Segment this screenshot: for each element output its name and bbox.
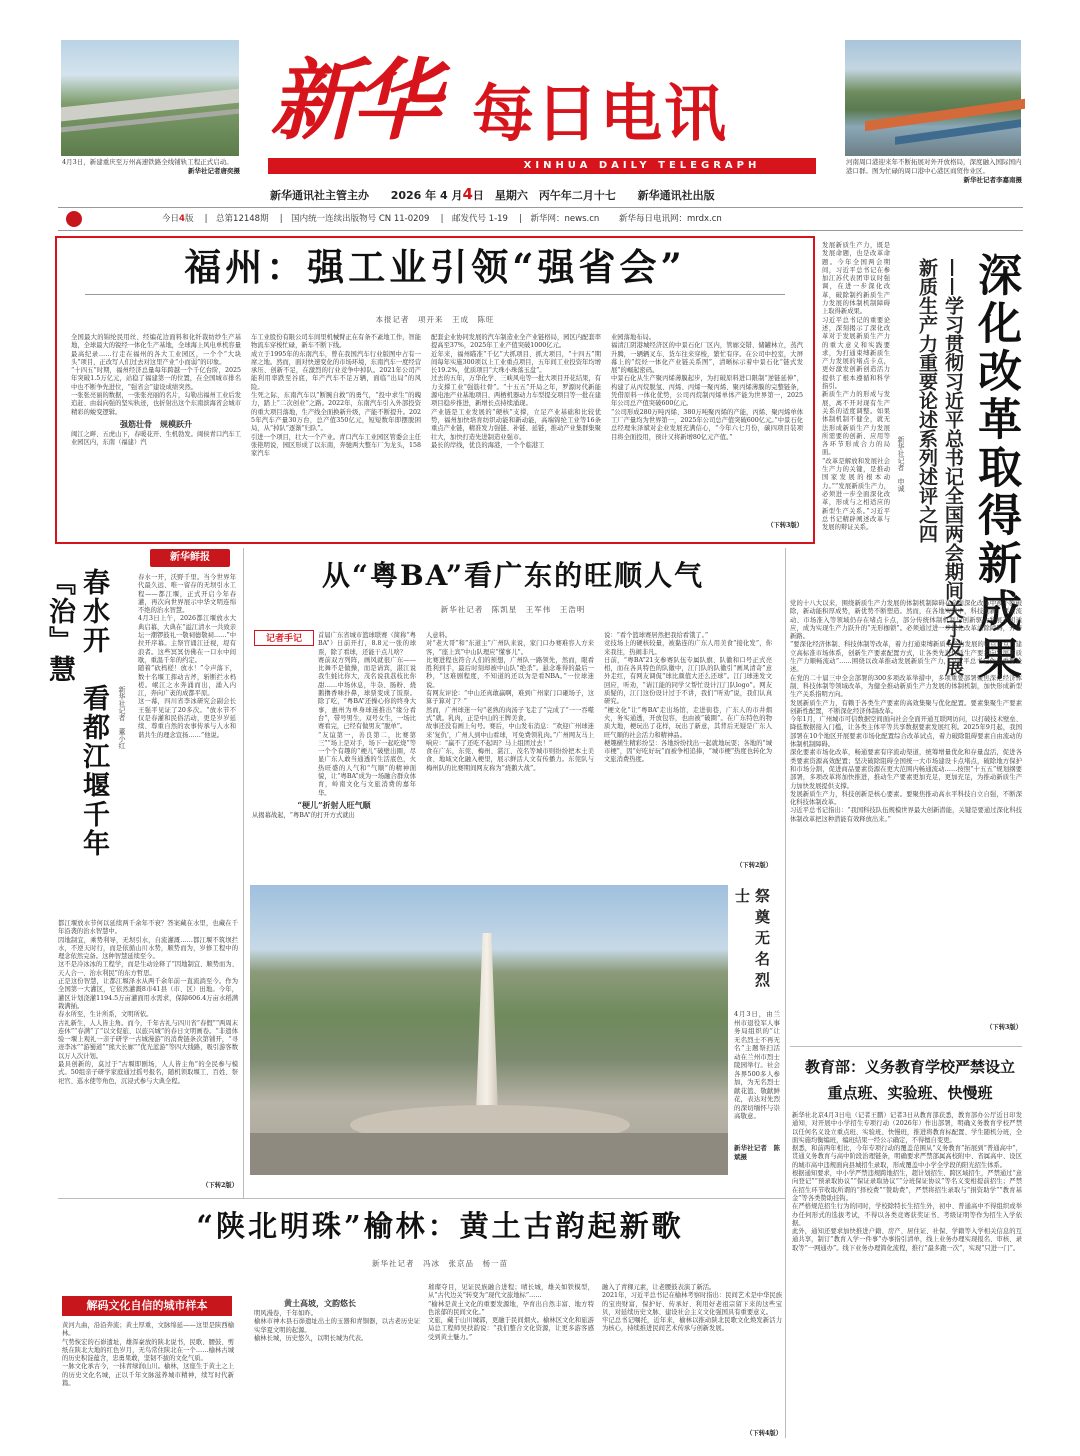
lead-title: 福州：强工业引领“强省会” [184, 245, 686, 289]
gd-title: 从“粤BA”看广东的旺顺人气 [321, 559, 705, 592]
spring-title: 春水开 看都江堰千年『治』慧 [44, 568, 109, 858]
gd-subhead: “梗儿”折射人旺气顺 [297, 799, 371, 810]
lead-col1b-text: 闽江之畔、五虎山下，春暖花开、生机勃发。闽侯青口汽车工业园区内，东南（福建）汽 [71, 430, 242, 447]
shaanxi-subhead: 黄土高坡，文韵悠长 [284, 1298, 356, 1308]
commentary-next-page: （下转3版） [986, 1024, 1022, 1031]
lead-column-4 [611, 334, 803, 540]
gd-col1b-text: 从揭幕战起，“粤BA”的打开方式就出 [252, 811, 355, 819]
spring-more-column [58, 920, 238, 1196]
website-news[interactable]: 新华网：news.cn [530, 214, 600, 224]
spring-author: 新华社记者 董小红 [118, 686, 126, 749]
spring-next-page: （下转2版） [202, 1182, 238, 1189]
shaanxi-column-2 [254, 1296, 420, 1444]
commentary-subtitle: ——学习贯彻习近平总书记全国两会期间关于发展新质生产力重要论述系列述评之四 [916, 258, 964, 676]
memorial-caption [734, 1010, 780, 1176]
divider-horizontal-edu [790, 1046, 1022, 1047]
shaanxi-column-4 [602, 1284, 782, 1444]
monument-shape [476, 933, 498, 1113]
masthead-left-photo [61, 40, 239, 156]
spring-more-text: 都江堰放水节何以延续两千余年不衰？答案藏在水里，也藏在千年沿袭的治水智慧中。 因地制宜，乘势利导，无坝引水，自流灌溉……都江堰不筑坝拦水，不逆天时行，而是依循山川水势，顺势而为，岁修工程中的理念依然完备。这种智慧延续至今。 这不是冷冰冰的工程学，而是生动诠释了“因地制宜、顺势而为、天人合一、治水利民”的东方哲思。 正是这份智慧，让都江堰泽水从两千余年前一直流淌至今。作为全国第一大灌区，它依然灌溉8市41县（市、区）田地。今年，灌区计划浇灌1194.5万亩灌面用水需求，保障606.4万亩水稻满栽满插。 春水所至，生计所系，文明所依。 古礼新生，人人皆主角。而今，千年古礼与四川省“春假”“两周末连休”“春满”了“以文促旅、以旅兴城”的春日文明画卷。“非遗体验一堰上观礼一亲子研学一古城漫游”的消费链条次第铺开，“寻迹李冰”“游蜀道”“熊大长廊”“优光蓝游”等四大线路，吸引游客数以万人次计划。 最具创新的，莫过于“古堰即剧场，人人皆主角”的全民参与模式。50组亲子研学家庭通过摇号报名，随机领取堰工、百姓、祭祀官、巡水使等角色，沉浸式参与大典全程。 [58, 920, 238, 1085]
gd-col3-text: 说：“看个篮球赛居然把我给看饿了。” 竞技场上的硬核较量，被黏连的广东人用美食“接化发”，你来我往，热闹非凡。 日前，“粤BA”21支参赛队伍专属队旗、队徽和口号正式亮相，而在各具特色的队徽中，江门队的队徽引“画风清奇”意外走红，有网友调侃“球比颜值大还么还球”。江门球迷发文回应，听劝，“请江能的同学父帮忙设计江门队logo”。网友质疑的，江门这份设计过于不讲，我们“听劝”说，我们认真研究。 “梗文化”让“粤BA”走出场馆，走进街巷，广东人的市井烟火，务实通透，开放包容，也由被“破圈”。在广东特色的物质大地，梗玩出了花样，玩出了新意，其背后无疑是广东人旺气顺的社会活力和精神品。 梗趣横生精彩纷呈：各地纷纷找出一起就地玩耍；各地的“城市梗”，因“好吃好玩”而被争相追捧，“城市梗”热度也转化为文旅消费热度。 [604, 632, 772, 764]
memorial-credit: 新华社记者 陈斌摄 [734, 1144, 780, 1161]
divider-vertical-right [785, 548, 786, 1438]
lead-title-rule [85, 294, 785, 295]
lead-subhead: 强筋壮骨 规模跃升 [120, 418, 192, 429]
lead-col4-text: 业园落地布局。 福清江阴港城经济区的中景石化厂区内，管廊交错、储罐林立，蒸汽升腾，一辆辆叉车、货车往来穿梭，繁忙有序。在公司中控室，大屏幕上的“烷烃一体化产业链关系图”，清晰标示着中景石化“链式发展”的崛起密码。 中景石化从生产聚丙烯薄膜起步，为打破原料进口限制“逆链延伸”，构建了从丙烷脱氢、丙烯、丙烯一聚丙烯、聚丙烯薄膜的完整链条，凭借原料一体化优势，公司丙烷制丙烯单体产能为世界第一，2025年公司总产值突破600亿元。 “公司形成280万吨丙烯、380万吨聚丙烯的产能，丙烯、聚丙烯单体工厂产量均为世界第一，2025年公司总产值突破600亿元。”中景石化总经理朱泽斌对企业发展充满信心，“今年六七月份，碳四项目装项目将全面投用，预计又将新增80亿元产值。” [611, 334, 803, 441]
masthead-right-caption: 河南周口港迎来年不断拓展对外开放格局，深度融入国际国内港口群。图为忙碌的周口港中心港区商贸作业区。 新华社记者李嘉南摄 [846, 158, 1022, 184]
memorial-title: 祭奠无名烈士 [733, 888, 771, 993]
xinhua-emblem-icon [66, 211, 82, 227]
commentary-col-b-text: 党的十八大以来，围绕新质生产力发展的体制机制障碍在全面深化改革中被不断破除，新动能积厚成势，新优势不断塑造。然而，在各地实践中，科技创新、要素流动、市场准入等领域仍存在堵点卡点，部分传统体制机制与创新驱动发展不相适应，成为实现生产力跃升的“无形枷锁”。必须通过进一步深化改革清除障碍，开辟新路。 “要深化经济体制、科技体制等改革，着力打通束缚新质生产力发展的堵点卡点”“建立高标准市场体系，创新生产要素配置方式，让各类先进优质生产要素向发展新质生产力顺畅流动”……围绕以改革推动发展新质生产力，习近平总书记作出重要论述。 在党的二十届三中全会部署的300多项改革举措中，多项重要部署聚焦深化经济体制、科技体制等领域改革，为健全推动新质生产力发展的体制机制，加快形成新型生产关系指明方向。 发展新质生产力，有赖于各类生产要素的高效集聚与优化配置。要素集聚生产要素创新性配置，不断深化经济体制改革。 今年1月，广州城市可信数据空间面向社会全面开通互联网访问，以打破技术壁垒、降低数据接入门槛，让各类主体平等共享数据要素发展红利。2025年9月起，我国部署在10个地区开展要素市场化配置综合改革试点，着力破除阻碍要素自由流动的体制机制障碍。 深化要素市场化改革，畅通要素有序流动渠道，统筹增量优化和存量盘活，促进各类要素资源高效配置；坚决破除阻碍全国统一大市场建设卡点堵点，破除地方保护和市场分割，促进商品要素资源在更大范围内畅通流动……按照“十五五”规划纲要部署，多项改革将加快推进，推动生产要素更加充足，更加充足，为推动新质生产力加快发展提供支撑。 发展新质生产力，科技创新是核心要素。要聚焦推动高水平科技自立自强，不断深化科技体制改革。 习近平总书记指出：“我国科技队伍规模世界最大创新潜能，关键是要通过深化科技体制改革把这种潜能有效释放出来。” [790, 600, 1022, 823]
fresh-report-tag: 新华鲜报 [150, 549, 230, 567]
cn-number: 国内统一连续出版物号 CN 11-0209 [291, 214, 430, 224]
sponsor-text: 新华通讯社主管主办 [270, 189, 369, 202]
divider-horizontal-bottom [58, 1198, 785, 1199]
shaanxi-column-3: 璀璨夺目，见证民族融合进程；晴长城，雄关如铁模型，从“古代边关”转变为“现代文旅地标”…… “榆林是黄土文化的重要发源地，孕育出自然丰富、地方特色浓郁的民间文化。” 文旅，藏于山川城郭，更融于民间烟火。榆林区文化和旅游局总工程师吴扶韵说：“我们整合文化资源，让更多游客感受到黄土魅力。” [428, 1284, 594, 1341]
masthead-right-photo [845, 40, 1021, 156]
gd-col1-text: 首届广东省城市篮球联赛（简称“粤BA”）日前开打，8.8元一张的球票，除了看球，还能干点儿啥？ 赛前双方列阵，画风就很广东——比舞不是做操，而是请宾，湛江说我生蚝比你大，茂名说我荔枝比你甜……中场休息，牛杂、肠粉、烧鹅撸香味扑鼻，球票变成了饭票。除了吃，“粤BA”还操心你的终身大事，惠州为单身球迷推出“缘分看台”，带号男生，双号女生，一场比赛看完，已经有做男友“脱单”。 “友谊第一，善良第二，比赛第三”“场上是对手，场下一起吃烧”等一个个有趣的“梗儿”破壁出圈，尽显广东人敢当通透的生活底色，火热旺盛的人气和“气顺”的精神面貌，让“粤BA”成为一场融合群众体育，岭南文化与文旅消费的嘉年华。 [318, 632, 416, 797]
date-day: 4 [462, 185, 473, 203]
logo-title-text: 每日电讯 [472, 77, 729, 150]
gd-column-2: 人意料。 对“老大哥”和“东道主”广州队来说，家门口办赛难容人方来客，“座上宾”中山队理应“懂事儿”。 比赛进程也符合人们的预想，广州队一路领先，然而，眼看胜利到手，最后时刻却被中山队“绝杀”。悬念难得的最后一秒，“这难剧程度，不知道的还以为是看NBA。”一位球迷说。 有网友评论：“中山还真敢赢啊，难到广州家门口砸场子，这算子算对了？” 然而，广州球迷一句“老熟的肉汤子飞走了”完成了“一一吞噬式”就。乳肉，正是中山的王牌美食。 故事还没有画上句号。赛后，中山发布消息：“欢迎广州球迷来‘复仇’，广州人到中山看球，可免费领乳肉。”广州网友马上响应：“赢不了还吃不起吗？马上组团过去！” 食在广东，东莞、梅州、湛江、茂名等城市则纷纷把本土美食、地域文化融入梗里，展示鲜活人文有传播力。东莞队与梅州队的比赛期间网友称为“烧鹅大战”。 [426, 632, 594, 772]
lead-next-page: （下转3版） [767, 522, 803, 529]
shaanxi-byline: 新华社记者 冯冰 张京品 杨一苗 [372, 1259, 508, 1268]
gd-next-page: （下转2版） [736, 862, 772, 869]
logo-brush-text: 新华 [270, 48, 435, 152]
lead-article-box [55, 236, 815, 544]
lead-byline: 本报记者 项开来 王成 陈旺 [375, 315, 495, 324]
today-prefix: 今日 [162, 214, 180, 224]
website-mrdx[interactable]: 新华每日电讯网：mrdx.cn [619, 214, 722, 224]
date-suffix: 日 星期六 丙午年二月十七 [472, 189, 616, 202]
reporter-notes-tag: 记者手记 [254, 630, 314, 646]
memorial-caption-text: 4月3日，由兰州市退役军人事务局组织的“让无名烈士不再无名”主题祭扫活动在兰州市烈士陵园举行。社会各界500多人参加，为无名烈士献花篮、敬献鲜花，表达对先烈的深切缅怀与崇高敬意。 [734, 1010, 780, 1120]
date-prefix: 2026 年 4 月 [390, 189, 463, 202]
lead-col1-text: 全国最大的锦纶民用丝、经编花边面料和化纤裁纺纱生产基地，全球最大的锐经一体化生产基地，全球海上风电单机容量最高纪录……行走在福州的各大工业园区，一个个“大块头”项目，正改写人们过去对这里产业“小而弱”的印象。 “十四五”时期，福州经济总量每年跨越一个千亿台阶，2025年突破1.5万亿元，站稳了福建第一的位置，在全国城市排名中也不断争先进位，“强省会”建设成绩突然。 一张张亮丽的数据，一张张亮丽的名片，勾勒出福州工业后发追赶、由弱向强的坚实轨迹，也折射出这个东南滨海省会城市精彩的蜕变逻辑。 [71, 334, 242, 416]
gd-byline: 新华社记者 陈凯星 王军伟 王浩明 [440, 605, 586, 614]
gd-column-3 [604, 632, 772, 876]
lead-column-2: 车工业股份有限公司车间里机械臂正在有条不紊地工作，智能物流车穿梭忙碌，新车不断下线。 成立于1995年的东南汽车，曾在我国汽车行业版图中占有一席之地。然而，面对快速变化的市场环境，东南汽车一度经营承压、创新不足，在激烈的行业竞争中掉队。2021年公司产能利用率跌至谷底，年产汽车不足万辆，面临“出局”的风险。 生死之际，东南汽车以“断腕自救”的勇气，“投中求生”的魄力，踏上“二次创业”之路。2022年，东南汽车引入外部投资的重大项目落地，生产线全面换新升级，产能不断提升。2025年汽车产量30万台，总产值350亿元，短短数年即摆脱困局，从“掉队”逐渐“归队”。 引进一个项目，壮大一个产业。青口汽车工业园区管委会主任张艳明说，园区形成了以东南，奔驰两大整车厂为龙头，158家汽车 [251, 334, 422, 458]
logo-en-text: XINHUA DAILY TELEGRAPH [523, 160, 761, 171]
lead-column-1 [71, 334, 241, 540]
postal-code: 邮发代号 1-19 [451, 214, 508, 224]
masthead-logo [262, 44, 822, 176]
shaanxi-title: “陕北明珠”榆林：黄土古韵起新歌 [196, 1209, 684, 1243]
divider-vertical-left [243, 548, 244, 1198]
culture-city-tag: 解码文化自信的城市样本 [62, 1296, 232, 1316]
today-suffix: 版 [184, 214, 194, 224]
shaanxi-next-page: （下转4版） [746, 1430, 782, 1437]
masthead-left-caption: 4月3日，新建重庆至万州高速铁路全线铺轨工程正式启动。 新华社记者唐奕摄 [62, 158, 240, 175]
commentary-column-a: 发展新质生产力，既是发展命题，也是改革命题。今年全国两会期间，习近平总书记在参加江苏代表团审议时强调，在进一步深化改革，破除制约新质生产力发展的体制机制障碍上取得新成果。 习近平总书记的重要论述，深刻揭示了深化改革对于发展新质生产力的重大意义和实践要求，为打通束缚新质生产力发展的堵点卡点，更好激发创新创造活力提供了根本遵循和科学指引。 新质生产力的形成与发展，离不开对现有生产关系的适度调整。如果体制机制不健全，就无法形成新质生产力发展所需要的创新、应用等各环节形成合力的局面。 “改革是解放和发展社会生产力的关键，是推动国家发展的根本动力。”“发展新质生产力，必须进一步全面深化改革，形成与之相适应的新型生产关系。”习近平总书记精辟阐述改革与发展的辩证关系。 [822, 242, 890, 532]
memorial-photo [250, 885, 728, 1175]
spring-lead-column: 春水一开，沃野千里。当今世界年代最久远、唯一留存的无坝引水工程——都江堰，正式开启今年春灌，再次向世界展示中华文明连绵不绝的治水智慧。 4月3日上午，2026都江堰放水大典启幕，大典在“溢江清水一共致亲坛一潮锣鼓礼一敬祠德敬祠……”中拉开序幕。主祭官诵江迁视，堤有浪者。这些冥冥仿佛在一口水中间歇，重温千年的约定。 随着“砍杩槎！放水！”令声落下，数十名堰工挥动古斧，斩断拦水杩槎。岷江之水奔涌而出，涌入内江，奔向广袤的成都平原。 这一幕，四川省李冰研究会副会长王强平见证了20多次。“放水节不仅是春灌和民俗活动，更是岁岁延续、尊重自然的农事传承与人水和谐共生的理念宣扬……”他说。 [138, 574, 236, 739]
commentary-title: 深化改革取得新成果 [970, 252, 1021, 684]
shaanxi-col4-text: 融入了青稞元素，让老腰鼓表演了新活。 2021年，习近平总书记在榆林考察时指出：民间艺术是中华民族的宝贵财富，保护好、传承好、利用好老祖宗留下来的这些宝贝，对延续历史文脉、建设社会主义文化强国具有重要意义。 牢记总书记嘱托，近年来，榆林以推动陕北民歌文化焕发新活力为核心，持续推进民间艺术传承与创新发展。 [602, 1284, 782, 1333]
shaanxi-col2-text: 明风漫卷，千年如昨。 榆林市神木县石峁遗址出土的玉器和青铜器，以古老历史证实华夏文明的起源。 榆林长城，历史悠久，以明长城为代表。 [254, 1310, 420, 1342]
publisher-text: 新华通讯社出版 [637, 189, 715, 202]
commentary-column-b [790, 600, 1022, 1040]
commentary-author: 新华社记者 申诚 [897, 436, 905, 492]
shaanxi-column-1: 黄河九曲，沿沿奔流；黄土厚重，文脉绵延——这里是陕西榆林。 气势恢宏的石峁遗址，雄浑豪放的陕北说书，民歌、腰鼓、剪纸在陕北大地的红色岁月，无鸟常住陕北在一个……榆林古城的历史积淀蕴含，忠勇果敢，坚韧不拔的文化气质。 一脉文化承古今，一抹青绿润山川。榆林，这座生于黄土之上的历史文化名城，正以千年文脉滋养城市精神，续写时代新篇。 [62, 1322, 234, 1388]
masthead-dateline [270, 186, 830, 202]
lead-column-3: 配套企业协同发展的汽车制造业全产业链格局，园区内配套率提高至37%，2025年工业产值突破1000亿元。 近年来，福州瞄准“千亿”大抓项目、抓大项目，“十四五”期间每年实施300项以上工业重点项目，五年间工业投资年均增长19.2%，优质项目“大珠小珠落玉盘”。 过去的五年，万华化学、三峡风电等一批大项目开花结果，有力支撑工业“强筋壮骨”。“十五五”开局之年，罗源时代新能源电池产业基地项目、两栖机器动力车型提交项目等一批在建项目稳步推进，新增长点持续涌现。 产业链是工业发展的“硬核”支撑，立足产业基础和比较优势，福州加快培育纺织动能和新动能，高端锦纶工业等16条重点产业链，精准发力强链、补链、延链，推动产业集群集聚壮大，加快打造先进制造业强市。 最长的岸线，优良的海港，一个个临港工 [431, 334, 602, 449]
issue-number: 总第12148期 [216, 214, 269, 224]
gd-column-1 [252, 632, 416, 876]
edu-title: 教育部：义务教育学校严禁设立重点班、实验班、快慢班 [804, 1058, 1015, 1102]
edu-body: 新华社北京4月3日电（记者王鹏）记者3日从教育部获悉，教育部办公厅近日印发通知，对开展中小学招生专项行动（2026年）作出部署，明确义务教育学校严禁以任何名义设立重点班、实验班、快慢班，推进将教育标配置、学生随机分班，全面实施均衡编班，编班结果一经公示确定，不得擅自变更。 据悉，和前两年相比，今年专项行动的覆盖范围从“义务教育”拓展到“普通高中”，贯通义务教育与高中阶段治理链条，明确要求严禁部属高校附中、省属高中、设区的城市高中违规面向县城招生录取，形成覆盖中小学全学段的阳光招生体系。 根据通知要求，中小学严禁违规跨地招生，超计划招生、跨区域招生，严禁通过“意向登记”“预录取协议”“保证录取协议”“分班保证协议”等名义变相提前招生；严禁在招生环节收取所谓的“择校费”“赞助费”，严禁将招生录取与“捐资助学”“教育基金”等各类赞助挂钩。 在严格规范招生行为的同时，学校除特长生招生外，初中、普通高中不得组织或举办任何形式的选拔考试，不得以各类竞赛获奖证书、考级证明等作为招生入学依据。 此外，通知还要求加快推进户籍、房产、居住证、社保、学籍等入学相关信息的互通共享，制订“教育入学一件事”办事指引清单，线上业务办理实现报名、审核、录取等“一网通办”。线下业务办理简化流程，推行“最多跑一次”，实现“只进一门”。 [792, 1112, 1022, 1252]
today-pages: 4 [179, 214, 185, 224]
info-bar: 今日4版 | 总第12148期 | 国内统一连续出版物号 CN 11-0209 | 邮发代号 1-19 | 新华网：news.cn 新华每日电讯网：mrdx.cn [58, 207, 1023, 231]
